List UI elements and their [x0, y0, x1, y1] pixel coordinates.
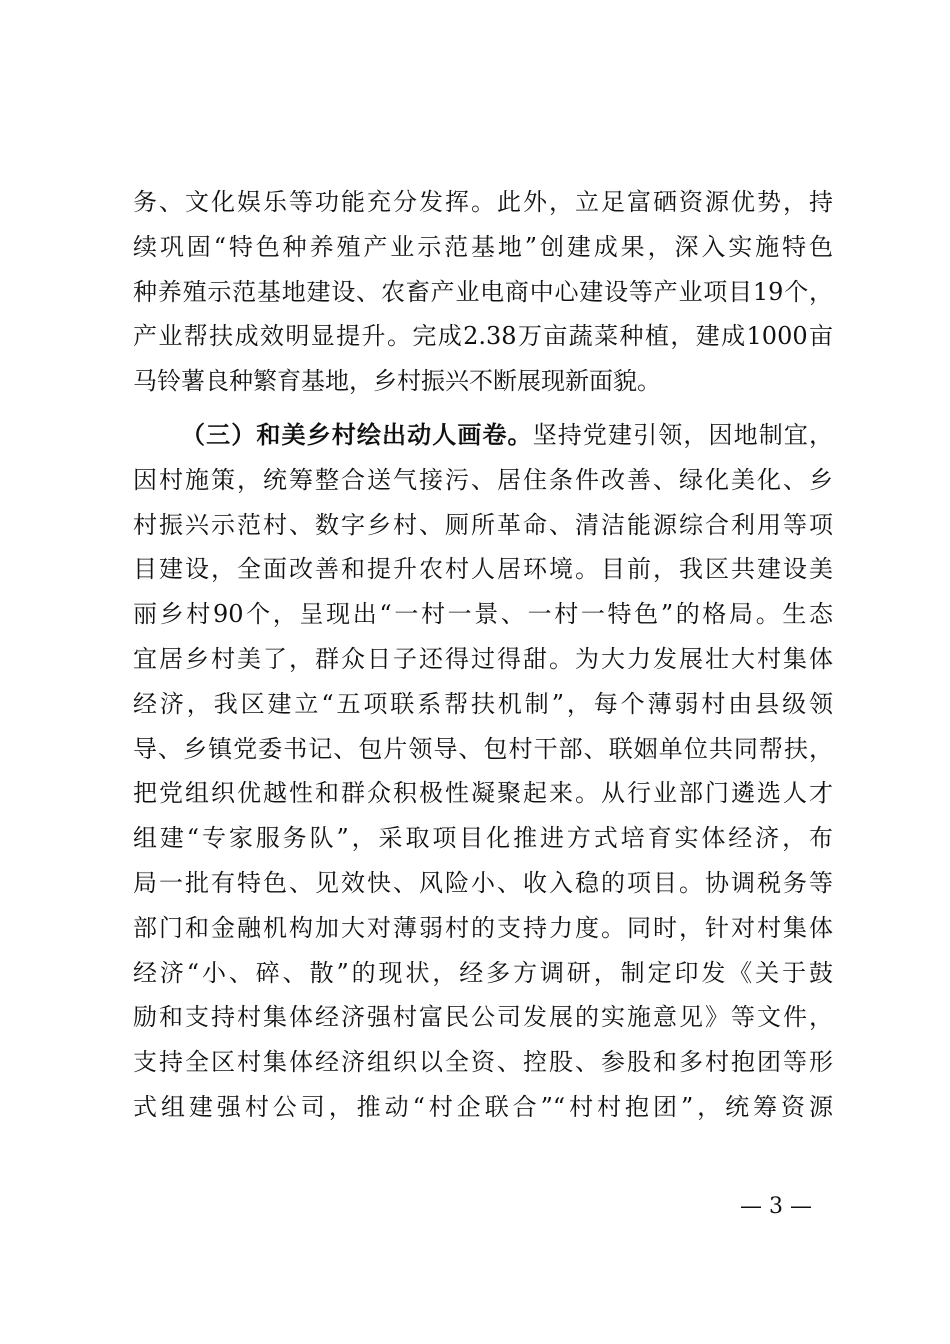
paragraph-beautiful-villages — [133, 413, 833, 1130]
paragraph-line: 马铃薯良种繁育基地，乡村振兴不断展现新面貌。 — [133, 367, 661, 396]
heading-line-continuation: 坚持党建引领，因地制宜， — [532, 420, 834, 449]
paragraph-line: 经济，我区建立“五项联系帮扶机制”，每个薄弱村由县级领 — [133, 689, 833, 718]
paragraph-line: 组建“专家服务队”，采取项目化推进方式培育实体经济，布 — [133, 824, 833, 853]
paragraph-spacer — [133, 404, 833, 413]
paragraph-line: 务、文化娱乐等功能充分发挥。此外，立足富硒资源优势，持 — [133, 188, 833, 216]
paragraph-line: 因村施策，统筹整合送气接污、居住条件改善、绿化美化、乡 — [133, 465, 833, 494]
paragraph-line: 种养殖示范基地建设、农畜产业电商中心建设等产业项目19个， — [133, 277, 833, 306]
paragraph-line: 产业帮扶成效明显提升。完成2.38万亩蔬菜种植，建成1000亩 — [133, 322, 833, 351]
paragraph-line: 目建设，全面改善和提升农村人居环境。目前，我区共建设美 — [133, 555, 833, 584]
paragraph-line: 续巩固“特色种养殖产业示范基地”创建成果，深入实施特色 — [133, 232, 833, 261]
paragraph-line: 经济“小、碎、散”的现状，经多方调研，制定印发《关于鼓 — [133, 958, 833, 987]
paragraph-line: 局一批有特色、见效快、风险小、收入稳的项目。协调税务等 — [133, 868, 833, 897]
paragraph-line: 丽乡村90个，呈现出“一村一景、一村一特色”的格局。生态 — [133, 600, 833, 629]
paragraph-first-line — [133, 413, 833, 458]
section-heading: （三）和美乡村绘出动人画卷。 — [181, 419, 533, 449]
document-body — [133, 180, 833, 1130]
paragraph-line: 支持全区村集体经济组织以全资、控股、参股和多村抱团等形 — [133, 1048, 833, 1077]
paragraph-line: 宜居乡村美了，群众日子还得过得甜。为大力发展壮大村集体 — [133, 644, 833, 673]
paragraph-industry-results — [133, 180, 833, 404]
paragraph-line: 把党组织优越性和群众积极性凝聚起来。从行业部门遴选人才 — [133, 779, 833, 808]
paragraph-line: 导、乡镇党委书记、包片领导、包村干部、联姻单位共同帮扶， — [133, 734, 833, 763]
paragraph-line: 式组建强村公司，推动“村企联合”“村村抱团”，统筹资源 — [133, 1092, 833, 1121]
page-number: — 3 — — [740, 1194, 812, 1219]
paragraph-line: 村振兴示范村、数字乡村、厕所革命、清洁能源综合利用等项 — [133, 510, 833, 539]
paragraph-line: 部门和金融机构加大对薄弱村的支持力度。同时，针对村集体 — [133, 913, 833, 942]
paragraph-line: 励和支持村集体经济强村富民公司发展的实施意见》等文件， — [133, 1003, 833, 1032]
